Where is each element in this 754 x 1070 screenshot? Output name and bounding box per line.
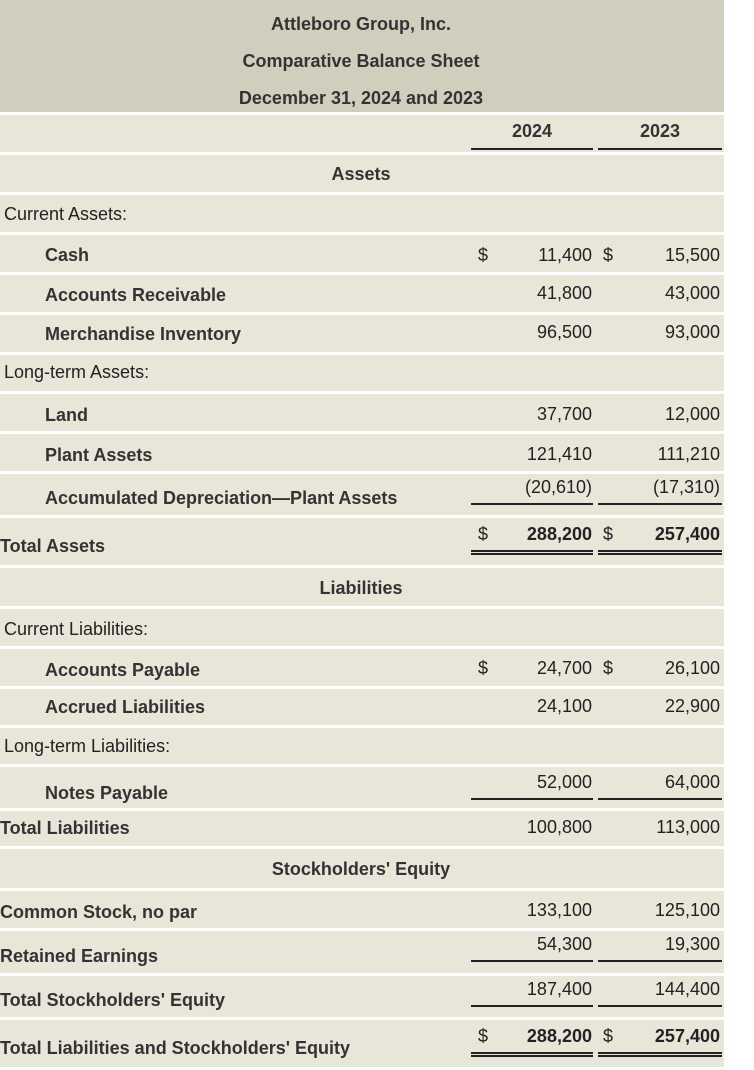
year-2023-header: 2023: [639, 121, 681, 141]
liabilities-heading: Liabilities: [319, 578, 403, 598]
lt-liab-label: Long-term Liabilities:: [4, 736, 171, 756]
total-liab-label: Total Liabilities: [0, 818, 130, 838]
title-block: [0, 0, 724, 115]
total-le-label: Total Liabilities and Stockholders' Equity: [0, 1038, 350, 1058]
total-liab-2023: 113,000: [656, 817, 720, 837]
retained-label: Retained Earnings: [0, 946, 159, 966]
common-label: Common Stock, no par: [0, 902, 198, 922]
accrued-row: [0, 689, 724, 728]
land-2023: 12,000: [664, 404, 720, 424]
total-le-double-line-2023: [598, 1052, 722, 1057]
cash-row: [0, 235, 724, 275]
current-assets-row: [0, 195, 724, 235]
accum-row: [0, 474, 724, 518]
accum-underline-2024: [471, 503, 593, 505]
land-2024: 37,700: [536, 404, 592, 424]
retained-2023: 19,300: [664, 934, 720, 954]
header-underline-2024: [471, 148, 593, 150]
ap-2024: 24,700: [536, 658, 592, 678]
accum-2023: (17,310): [652, 477, 720, 497]
common-2024: 133,100: [526, 900, 592, 920]
total-liab-row: [0, 811, 724, 849]
lt-liab-row: [0, 728, 724, 767]
notes-underline-2023: [598, 798, 722, 800]
ap-label: Accounts Payable: [45, 660, 201, 680]
land-row: [0, 394, 724, 434]
total-assets-dollar-2024: $: [477, 524, 488, 544]
cash-dollar-2023: $: [602, 245, 613, 265]
accrued-label: Accrued Liabilities: [45, 697, 206, 717]
cash-label: Cash: [45, 245, 90, 265]
total-equity-underline-2024: [471, 1005, 593, 1007]
assets-heading: Assets: [331, 164, 391, 184]
notes-underline-2024: [471, 798, 593, 800]
cash-2023: 15,500: [664, 245, 720, 265]
plant-label: Plant Assets: [45, 445, 153, 465]
assets-section-row: [0, 155, 724, 195]
total-le-dollar-2023: $: [602, 1026, 613, 1046]
plant-2023: 111,210: [657, 444, 720, 464]
company-name: Attleboro Group, Inc.: [271, 14, 451, 34]
year-header-row: [0, 115, 724, 155]
ap-2023: 26,100: [664, 658, 720, 678]
total-equity-2024: 187,400: [526, 979, 592, 999]
current-liab-label: Current Liabilities:: [4, 619, 149, 639]
total-le-double-line-2024: [471, 1052, 593, 1057]
inventory-2023: 93,000: [664, 322, 720, 342]
accrued-2023: 22,900: [664, 696, 720, 716]
accrued-2024: 24,100: [536, 696, 592, 716]
year-2024-header: 2024: [511, 121, 553, 141]
notes-row: [0, 767, 724, 811]
liabilities-section-row: [0, 568, 724, 609]
cash-2024: 11,400: [538, 245, 592, 265]
cash-dollar-2024: $: [477, 245, 488, 265]
ap-dollar-2024: $: [477, 658, 488, 678]
inventory-row: [0, 315, 724, 355]
header-underline-2023: [598, 148, 722, 150]
total-le-dollar-2024: $: [477, 1026, 488, 1046]
retained-row: [0, 931, 724, 976]
total-assets-label: Total Assets: [0, 536, 106, 556]
total-le-2024: 288,200: [526, 1026, 592, 1046]
total-assets-double-line-2024: [471, 550, 593, 555]
total-le-2023: 257,400: [654, 1026, 720, 1046]
plant-2024: 121,410: [526, 444, 592, 464]
accum-2024: (20,610): [524, 477, 592, 497]
equity-section-row: [0, 849, 724, 891]
total-equity-underline-2023: [598, 1005, 722, 1007]
total-le-row: [0, 1020, 724, 1070]
equity-heading: Stockholders' Equity: [271, 859, 451, 879]
notes-label: Notes Payable: [45, 783, 169, 803]
total-assets-2024: 288,200: [526, 524, 592, 544]
ap-dollar-2023: $: [602, 658, 613, 678]
notes-2023: 64,000: [664, 772, 720, 792]
retained-2024: 54,300: [536, 934, 592, 954]
accum-label: Accumulated Depreciation—Plant Assets: [45, 488, 398, 508]
accum-underline-2023: [598, 503, 722, 505]
total-equity-label: Total Stockholders' Equity: [0, 990, 225, 1010]
ar-2024: 41,800: [536, 283, 592, 303]
statement-title: Comparative Balance Sheet: [242, 51, 480, 71]
total-assets-2023: 257,400: [654, 524, 720, 544]
retained-underline-2023: [598, 960, 722, 962]
inventory-2024: 96,500: [536, 322, 592, 342]
ar-row: [0, 275, 724, 315]
total-assets-dollar-2023: $: [602, 524, 613, 544]
total-equity-2023: 144,400: [654, 979, 720, 999]
total-assets-row: [0, 518, 724, 568]
total-liab-2024: 100,800: [526, 817, 592, 837]
current-assets-label: Current Assets:: [4, 204, 128, 224]
current-liab-row: [0, 609, 724, 649]
land-label: Land: [45, 405, 88, 425]
common-row: [0, 891, 724, 931]
inventory-label: Merchandise Inventory: [45, 324, 242, 344]
notes-2024: 52,000: [536, 772, 592, 792]
total-assets-double-line-2023: [598, 550, 722, 555]
ar-2023: 43,000: [664, 283, 720, 303]
ar-label: Accounts Receivable: [45, 285, 227, 305]
total-equity-row: [0, 976, 724, 1020]
common-2023: 125,100: [654, 900, 720, 920]
lt-assets-row: [0, 355, 724, 394]
ap-row: [0, 649, 724, 689]
retained-underline-2024: [471, 960, 593, 962]
plant-row: [0, 434, 724, 474]
lt-assets-label: Long-term Assets:: [4, 362, 150, 382]
statement-date: December 31, 2024 and 2023: [238, 88, 484, 108]
